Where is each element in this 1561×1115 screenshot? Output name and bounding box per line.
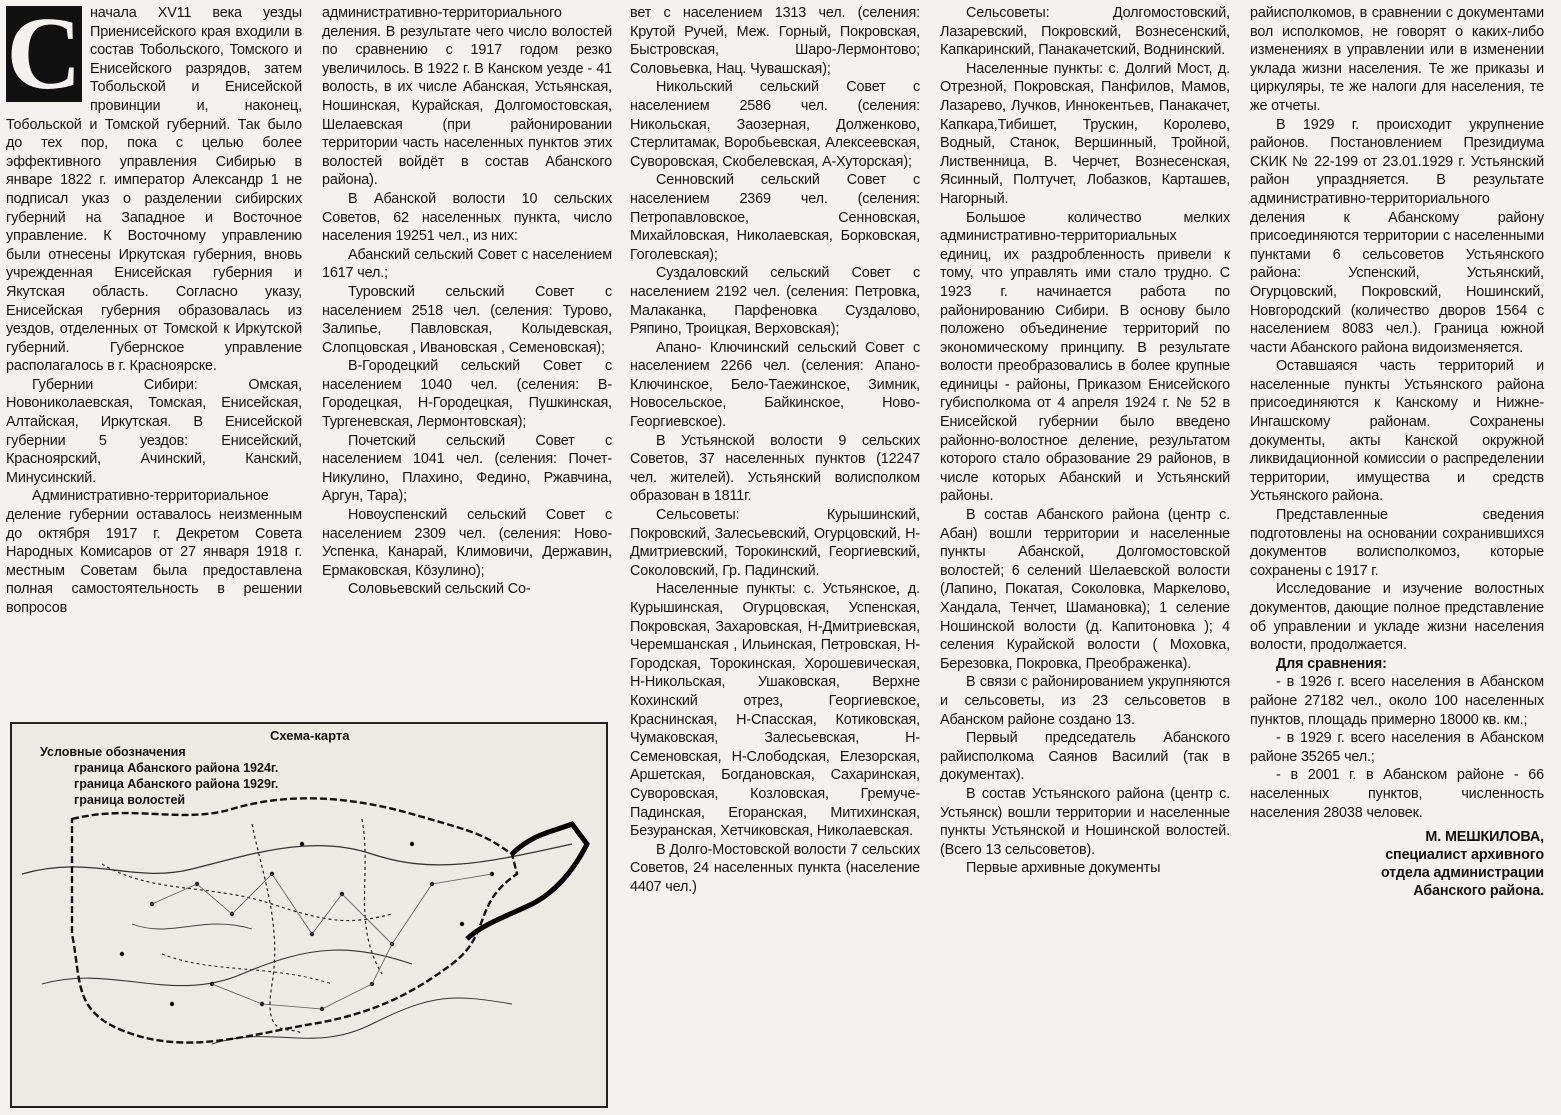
paragraph: Апано- Ключинский сельский Совет с населением 2266 чел. (селения: Апано-Ключинское, Бело-Таежинское, Зимник, Новосельское, Байкинское, Ново-Георгиевское). (630, 339, 920, 431)
comparison-heading: Для сравнения: (1276, 655, 1387, 672)
paragraph: Сенновский сельский Совет с населением 2369 чел. (селения: Петропавловское, Сенновская, Михайловская, Николаевская, Борковская, Гоголевская); (630, 172, 920, 263)
legend-title: Условные обозначения (40, 745, 186, 759)
comparison-item: - в 1929 г. всего населения в Абанском районе 35265 чел.; (1250, 730, 1544, 765)
author-signature (1250, 828, 1544, 900)
schema-map (10, 722, 608, 1108)
paragraph: В Устьянской волости 9 сельских Советов, 37 населенных пунктов (12247 чел. жителей). Устьянский волисполком образован в 1811г. (630, 432, 920, 505)
author-name: М. МЕШКИЛОВА, (1425, 829, 1544, 846)
article-column-4 (940, 4, 1230, 878)
legend-label: граница волостей (74, 793, 186, 807)
paragraph: Представленные сведения подготовлены на основании сохранившихся документов волисполкомоз, которые сохранены с 1917 г. (1250, 507, 1544, 579)
paragraph: Административно-территориальное деление губернии оставалось неизменным до октября 1917 г. Декретом Совета Народных Комисаров от 27 января 1918 г. местным Советам была предоставлена полная самостоятельность в решении вопросов (6, 488, 302, 616)
paragraph: Исследование и изучение волостных документов, дающие полное представление об управлении и укладе жизни населения волости, продолжается. (1250, 581, 1544, 654)
legend-label: граница Абанского района 1924г. (74, 761, 279, 775)
paragraph: Суздаловский сельский Совет с населением 2192 чел. (селения: Петровка, Малаканка, Парфеновка Суздалово, Ряпино, Троицкая, Верховская); (630, 265, 920, 338)
paragraph: административно-территориального деления. В результате чего число волостей по сравнению с 1917 годом резко увеличилось. В 1922 г. В Канском уезде - 41 волость, в их числе Абанская, Устьянская, Ношинская, Курайская, Долгомостовская, Шелаевская (при районировании территории часть населенных пунктов этих волостей войдёт в состав Абанского района). (322, 5, 612, 189)
article-column-1 (6, 0, 302, 618)
paragraph: Большое количество мелких административно-территориальных единиц, их раздробленность привели к тому, что управлять ими стало трудно. С 1923 г. начинается работа по районированию Сибири. В основу было положено объединение территорий по экономическому принципу. В результате волости преобразовались в более крупные единицы - районы, Приказом Енисейского губисполкома от 4 апреля 1924 г. № 52 в Енисейской губернии было введено районно-волостное деление, результатом которого стало образование 29 районов, в числе которых Абанский и Устьянский районы. (940, 209, 1230, 505)
comparison-item: - в 2001 г. в Абанском районе - 66 населенных пунктов, численность населения 28038 человек. (1250, 767, 1544, 821)
comparison-item: - в 1926 г. всего населения в Абанском районе 27182 чел., около 100 населенных пунктов, площадь примерно 18000 кв. км.; (1250, 674, 1544, 728)
paragraph: райисполкомов, в сравнении с документами вол исполкомов, не говорят о каких-либо изменениях в управлении или в изменении уклада жизни населения. Те же приказы и циркуляры, те же налоги для населения, те же отчеты. (1250, 5, 1544, 114)
author-position: специалист архивного (1385, 847, 1544, 864)
paragraph: Первый председатель Абанского райисполкома Саянов Василий (так в документах). (940, 730, 1230, 784)
paragraph: В-Городецкий сельский Совет с населением 1040 чел. (селения: В-Городецкая, Н-Городецкая, Пушкинская, Тургеневская, Лермонтовская); (322, 358, 612, 431)
article-column-5 (1250, 4, 1544, 900)
paragraph: Абанский сельский Совет с населением 1617 чел.; (322, 246, 612, 282)
paragraph: Населенные пункты: с. Долгий Мост, д. Отрезной, Покровская, Панфилов, Мамов, Лазарево, Лучков, Иннокентьев, Панакачет, Капкара,Тибишет, Трускин, Королево, Водный, Станок, Вершинный, Тройной, Лиственница, В. Черчет, Вознесенская, Ясинный, Полтучет, Лобазков, Карташев, Нагорный. (940, 60, 1230, 207)
paragraph: Сельсоветы: Курышинский, Покровский, Залесьевский, Огурцовский, Н-Дмитриевский, Торокинский, Георгиевский, Соколовский, Гр. Падинский. (630, 507, 920, 579)
paragraph: В состав Абанского района (центр с. Абан) вошли территории и населенные пункты Абанской, Долгомостовской волостей; 6 селений Шелаевской волости (Лапино, Покатая, Соколовка, Маркелово, Хандала, Тенчет, Шамановка); 1 селение Ношинской волости (д. Капитоновка ); 4 селения Курайской волости ( Моховка, Березовка, Покровка, Преображенка). (940, 507, 1230, 672)
legend-item-1929 (40, 776, 278, 792)
paragraph: В Абанской волости 10 сельских Советов, 62 населенных пункта, число населения 19251 чел., из них: (322, 190, 612, 245)
paragraph: В Долго-Мостовской волости 7 сельских Советов, 24 населенных пункта (население 4407 чел.) (630, 841, 920, 895)
legend-item-1924 (40, 760, 278, 776)
paragraph: Никольский сельский Совет с населением 2586 чел. (селения: Никольская, Заозерная, Долженково, Стерлитамак, Воробьевская, Алексеевская, Суворовская, Скобелевская, А-Хуторская); (630, 79, 920, 170)
drop-cap: С (6, 0, 82, 111)
paragraph: начала XV11 века уезды Приенисейского края входили в состав Тобольского, Томского и Енисейского разрядов, затем Тобольской и Енисейской провинции и, наконец, Тобольской и Томской губерний. Так было до тех пор, пока с целью более эффективного управления Сибирью в январе 1822 г. император Александр 1 не подписал указ о разделении сибирских губерний на Западное и Восточное управление. К Восточному управлению были отнесены Иркутская губерния, вновь учрежденная Енисейская губерния и Якутская область. Согласно указу, Енисейская губерния образовалась из уездов, отделенных от Томской к Иркутской губерний. Губернское управление располагалось в г. Красноярске. (6, 5, 302, 375)
paragraph: В 1929 г. происходит укрупнение районов. Постановлением Президиума СКИК № 22-199 от 23.01.1929 г. Устьянский район упраздняется. В результате административно-территориального деления к Абанскому району присоединяются территории с населенными пунктами 6 сельсоветов Устьянского района: Успенский, Устьянский, Огурцовский, Покровский, Ношинский, Новгородский (количество дворов 1564 с населением 8083 чел.). Граница южной части Абанского района видоизменяется. (1250, 116, 1544, 356)
paragraph: В связи с районированием укрупняются и сельсоветы, из 23 сельсоветов в Абанском районе создано 13. (940, 674, 1230, 728)
map-legend (40, 744, 278, 808)
article-column-3 (630, 4, 920, 897)
paragraph: Соловьевский сельский Со- (348, 581, 531, 598)
paragraph: Сельсоветы: Долгомостовский, Лазаревский, Покровский, Вознесенский, Капкаринский, Панакачетский, Воднинский. (940, 5, 1230, 59)
paragraph: Оставшаяся часть территорий и населенные пункты Устьянского района присоединяются к Канскому и Нижне-Ингашскому районам. Сохранены документы, акты Канской окружной ликвидационной комиссии о распределении территории, имущества и средств Устьянского района. (1250, 358, 1544, 505)
paragraph: В состав Устьянского района (центр с. Устьянск) вошли территории и населенные пункты Устьянской и Ношинской волостей. (Всего 13 сельсоветов). (940, 785, 1230, 858)
paragraph: Почетский сельский Совет с населением 1041 чел. (селения: Почет-Никулино, Плахино, Федино, Ржавчина, Аргун, Тара); (322, 432, 612, 505)
author-position: отдела администрации (1380, 865, 1544, 882)
paragraph: Губернии Сибири: Омская, Новониколаевская, Томская, Енисейская, Алтайская, Иркутская. В Енисейской губернии 5 уездов: Енисейский, Красноярский, Ачинский, Канский, Минусинский. (6, 376, 302, 486)
paragraph: Первые архивные документы (966, 860, 1161, 877)
article-column-2 (322, 4, 612, 599)
paragraph: вет с населением 1313 чел. (селения: Крутой Ручей, Меж. Горный, Покровская, Быстровская, Шаро-Лермонтово; Соловьевка, Нац. Чувашская); (630, 5, 920, 77)
legend-item-volost (40, 792, 278, 808)
map-title: Схема-карта (270, 728, 350, 743)
author-position: Абанского района. (1413, 883, 1544, 900)
paragraph: Населенные пункты: с. Устьянское, д. Курышинская, Огурцовская, Успенская, Покровская, Захаровская, Н-Дмитриевская, Черемшанская , Ильинская, Петровская, Н-Городская, Торокинская, Хорошевическая, Н-Никольская, Ушаковская, Верхне Кохинский отрез, Георгиевское, Краснинская, Н-Спасская, Котиковская, Чумаковская, Залесьевская, Н-Семеновская, Н-Слободская, Елезорская, Аршетская, Богдановская, Сахаринская, Суворовская, Козловская, Гремуче-Падинская, Егоранская, Митихинская, Безуранская, Хетчиковская, Николаевская. (630, 581, 920, 840)
paragraph: Новоуспенский сельский Совет с населением 2309 чел. (селения: Ново-Успенка, Канарай, Климовичи, Державин, Ермаковская, Кӧзулино); (322, 507, 612, 579)
legend-label: граница Абанского района 1929г. (74, 777, 279, 791)
paragraph: Туровский сельский Совет с населением 2518 чел. (селения: Турово, Залипье, Павловская, Колыдевская, Слопцовская , Ивановская , Семеновская); (322, 283, 612, 356)
